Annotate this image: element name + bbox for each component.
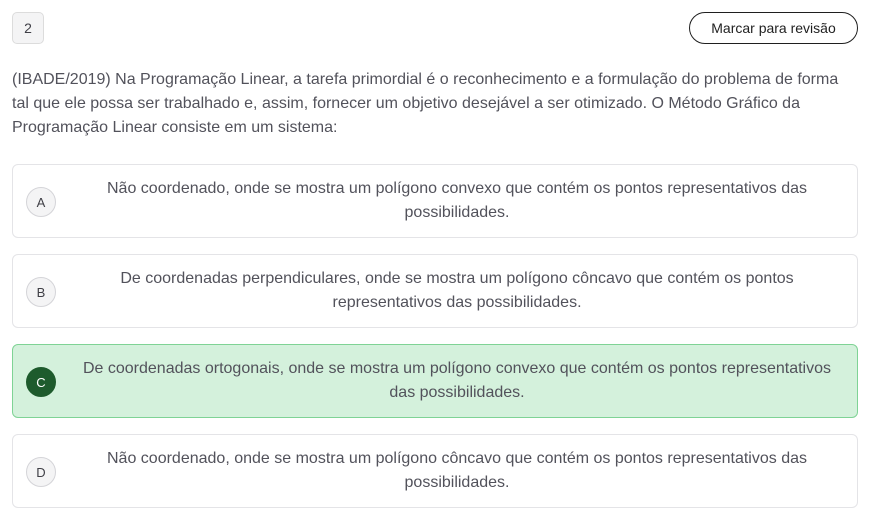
question-number-badge: 2	[12, 12, 44, 44]
option-letter-badge: A	[26, 187, 56, 217]
option-d[interactable]	[12, 434, 858, 508]
option-text: De coordenadas perpendiculares, onde se mostra um polígono côncavo que contém os pontos representativos das possibilidades.	[120, 270, 794, 311]
option-letter-badge: D	[26, 457, 56, 487]
option-b[interactable]	[12, 254, 858, 328]
option-a[interactable]	[12, 164, 858, 238]
option-text: De coordenadas ortogonais, onde se mostra um polígono convexo que contém os pontos representativos das possibilidades.	[82, 360, 831, 401]
option-text: Não coordenado, onde se mostra um polígono côncavo que contém os pontos representativos das possibilidades.	[107, 450, 807, 491]
question-statement: (IBADE/2019) Na Programação Linear, a tarefa primordial é o reconhecimento e a formulação do problema de forma tal que ele possa ser trabalhado e, assim, fornecer um objetivo desejável a ser otimizado. O Método Gráfico da Programação Linear consiste em um sistema:	[12, 71, 839, 136]
mark-for-review-button[interactable]: Marcar para revisão	[689, 12, 858, 44]
option-letter-badge: C	[26, 367, 56, 397]
answer-options	[12, 164, 858, 524]
option-letter-badge: B	[26, 277, 56, 307]
option-text: Não coordenado, onde se mostra um polígono convexo que contém os pontos representativos das possibilidades.	[107, 180, 807, 221]
option-c[interactable]	[12, 344, 858, 418]
